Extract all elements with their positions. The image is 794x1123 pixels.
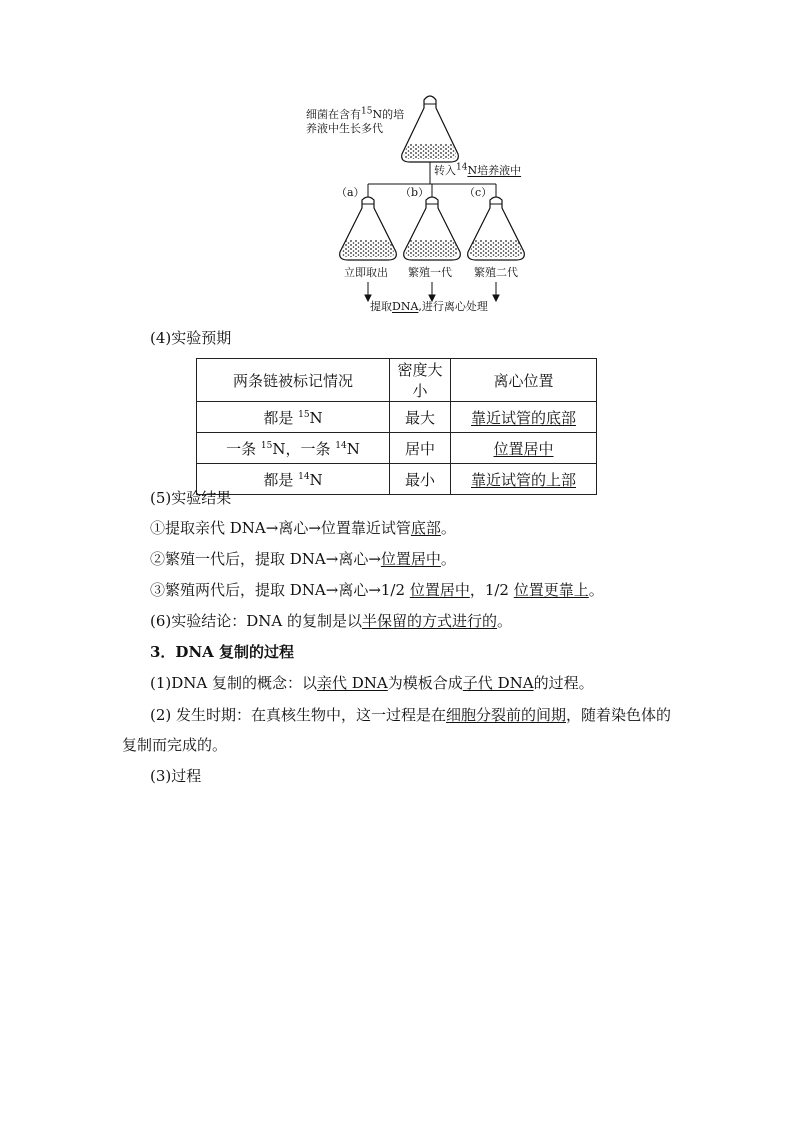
table-cell-position: 靠近试管的底部	[451, 402, 597, 433]
diagram-caption: 细菌在含有$^{15}$N的培 养液中生长多代	[306, 106, 405, 135]
table-cell-label: 都是 $^{15}$N	[197, 402, 390, 433]
label-gen2: 繁殖二代	[474, 266, 518, 279]
result-1: ①提取亲代 DNA→离心→位置靠近试管底部。	[150, 519, 456, 537]
prediction-table	[196, 358, 597, 495]
table-cell-position: 靠近试管的上部	[451, 464, 597, 495]
flask-c	[468, 197, 525, 260]
process-title: (3)过程	[150, 767, 202, 785]
flask-b-label: （b）	[400, 186, 430, 199]
flask-c-label: （c）	[464, 186, 493, 199]
experiment-diagram	[300, 92, 540, 322]
table-header: 离心位置	[451, 359, 597, 402]
table-cell-position: 位置居中	[451, 433, 597, 464]
table-header-row	[197, 359, 597, 402]
conclusion: (6)实验结论：DNA 的复制是以半保留的方式进行的。	[150, 612, 513, 630]
table-cell-density: 最大	[390, 402, 451, 433]
flask-b	[404, 197, 461, 260]
table-header: 密度大小	[390, 359, 451, 402]
table-row	[197, 433, 597, 464]
table-header: 两条链被标记情况	[197, 359, 390, 402]
table-cell-density: 最小	[390, 464, 451, 495]
flask-a-label: （a）	[336, 186, 365, 199]
concept-paragraph: (1)DNA 复制的概念：以亲代 DNA为模板合成子代 DNA的过程。	[150, 674, 594, 692]
transfer-label: 转入$^{14}$N培养液中	[434, 162, 522, 177]
section-3-title: 3．DNA 复制的过程	[150, 643, 295, 661]
down-arrows	[365, 282, 499, 301]
flask-a	[340, 197, 397, 260]
table-row	[197, 402, 597, 433]
result-3: ③繁殖两代后，提取 DNA→离心→1/2 位置居中，1/2 位置更靠上。	[150, 581, 604, 599]
table-cell-label: 一条 $^{15}$N，一条 $^{14}$N	[197, 433, 390, 464]
section-5-title: (5)实验结果	[150, 489, 232, 507]
parent-flask	[402, 96, 459, 162]
timing-paragraph: (2) 发生时期：在真核生物中，这一过程是在细胞分裂前的间期，随着染色体的复制而完成的。	[122, 706, 672, 754]
extract-label: 提取DNA,进行离心处理	[370, 300, 488, 313]
label-immediate: 立即取出	[344, 266, 388, 279]
section-4-title: (4)实验预期	[150, 329, 232, 347]
label-gen1: 繁殖一代	[408, 266, 452, 279]
table-row	[197, 464, 597, 495]
table-cell-label: 都是 $^{14}$N	[197, 464, 390, 495]
result-2: ②繁殖一代后，提取 DNA→离心→位置居中。	[150, 550, 456, 568]
table-cell-density: 居中	[390, 433, 451, 464]
